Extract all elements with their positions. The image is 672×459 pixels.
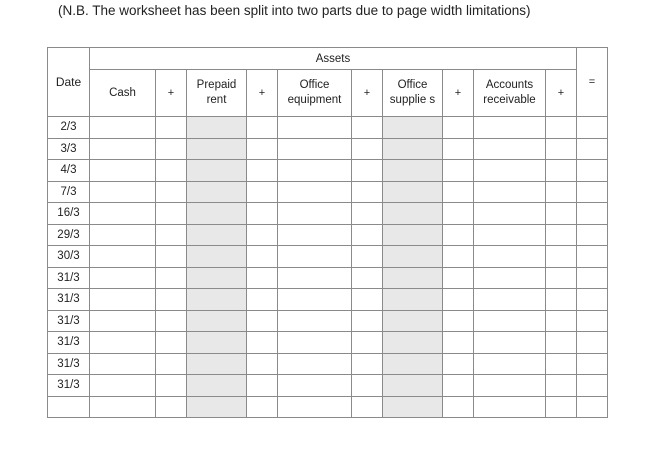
- table-row: [48, 310, 608, 332]
- cash-cell[interactable]: [90, 353, 156, 375]
- plus-cell[interactable]: [247, 203, 278, 225]
- equals-cell[interactable]: [577, 181, 608, 203]
- plus-cell[interactable]: [352, 224, 383, 246]
- date-cell: 31/3: [48, 375, 90, 397]
- plus-cell[interactable]: [247, 117, 278, 139]
- office-equipment-cell[interactable]: [278, 396, 352, 418]
- date-cell: [48, 396, 90, 418]
- plus-cell[interactable]: [156, 375, 187, 397]
- equals-cell[interactable]: [577, 138, 608, 160]
- office-equipment-cell[interactable]: [278, 203, 352, 225]
- plus-cell[interactable]: [546, 375, 577, 397]
- plus-cell[interactable]: [247, 138, 278, 160]
- office-supplies-cell[interactable]: [383, 375, 443, 397]
- accounts-receivable-cell[interactable]: [474, 181, 546, 203]
- plus-cell[interactable]: [546, 289, 577, 311]
- plus-cell[interactable]: [156, 160, 187, 182]
- prepaid-rent-cell[interactable]: [187, 353, 247, 375]
- plus-cell[interactable]: [546, 332, 577, 354]
- cash-column-header: Cash: [90, 70, 156, 117]
- plus-cell[interactable]: [247, 160, 278, 182]
- plus-cell[interactable]: [247, 332, 278, 354]
- date-cell: 2/3: [48, 117, 90, 139]
- accounts-receivable-column-header: Accounts receivable: [474, 70, 546, 117]
- plus-cell[interactable]: [352, 375, 383, 397]
- cash-cell[interactable]: [90, 246, 156, 268]
- plus-cell[interactable]: [247, 246, 278, 268]
- accounts-receivable-cell[interactable]: [474, 396, 546, 418]
- prepaid-rent-cell[interactable]: [187, 224, 247, 246]
- cash-cell[interactable]: [90, 224, 156, 246]
- plus-cell[interactable]: [352, 117, 383, 139]
- plus-cell[interactable]: [156, 246, 187, 268]
- accounts-receivable-cell[interactable]: [474, 117, 546, 139]
- plus-cell[interactable]: [546, 203, 577, 225]
- accounts-receivable-cell[interactable]: [474, 224, 546, 246]
- worksheet-body: [48, 117, 608, 418]
- accounts-receivable-cell[interactable]: [474, 332, 546, 354]
- prepaid-rent-cell[interactable]: [187, 246, 247, 268]
- assets-group-header: Assets: [90, 48, 577, 70]
- date-cell: 7/3: [48, 181, 90, 203]
- plus-cell[interactable]: [247, 289, 278, 311]
- equals-cell[interactable]: [577, 353, 608, 375]
- accounts-receivable-cell[interactable]: [474, 310, 546, 332]
- equals-cell[interactable]: [577, 289, 608, 311]
- plus-cell[interactable]: [546, 181, 577, 203]
- cash-cell[interactable]: [90, 203, 156, 225]
- equals-cell[interactable]: [577, 396, 608, 418]
- prepaid-rent-cell[interactable]: [187, 375, 247, 397]
- office-supplies-cell[interactable]: [383, 117, 443, 139]
- plus-cell[interactable]: [443, 117, 474, 139]
- plus-cell[interactable]: [443, 310, 474, 332]
- date-column-header: Date: [48, 48, 90, 117]
- equals-cell[interactable]: [577, 310, 608, 332]
- prepaid-rent-cell[interactable]: [187, 332, 247, 354]
- table-row: [48, 224, 608, 246]
- date-cell: 31/3: [48, 267, 90, 289]
- plus-sign: +: [247, 70, 278, 117]
- plus-cell[interactable]: [443, 138, 474, 160]
- date-cell: 31/3: [48, 289, 90, 311]
- plus-cell[interactable]: [546, 396, 577, 418]
- plus-sign: +: [352, 70, 383, 117]
- plus-cell[interactable]: [156, 138, 187, 160]
- prepaid-rent-cell[interactable]: [187, 203, 247, 225]
- plus-cell[interactable]: [156, 310, 187, 332]
- plus-cell[interactable]: [443, 353, 474, 375]
- plus-cell[interactable]: [443, 203, 474, 225]
- plus-sign: +: [546, 70, 577, 117]
- plus-cell[interactable]: [156, 117, 187, 139]
- plus-cell[interactable]: [247, 353, 278, 375]
- prepaid-rent-column-header: Prepaid rent: [187, 70, 247, 117]
- date-cell: 4/3: [48, 160, 90, 182]
- office-equipment-cell[interactable]: [278, 138, 352, 160]
- plus-cell[interactable]: [443, 246, 474, 268]
- plus-cell[interactable]: [247, 375, 278, 397]
- plus-cell[interactable]: [443, 160, 474, 182]
- equals-cell[interactable]: [577, 203, 608, 225]
- date-cell: 29/3: [48, 224, 90, 246]
- plus-cell[interactable]: [352, 289, 383, 311]
- cash-cell[interactable]: [90, 267, 156, 289]
- plus-cell[interactable]: [352, 160, 383, 182]
- plus-cell[interactable]: [546, 138, 577, 160]
- cash-cell[interactable]: [90, 138, 156, 160]
- plus-cell[interactable]: [352, 246, 383, 268]
- office-equipment-cell[interactable]: [278, 181, 352, 203]
- office-supplies-cell[interactable]: [383, 353, 443, 375]
- plus-cell[interactable]: [443, 267, 474, 289]
- accounts-receivable-cell[interactable]: [474, 375, 546, 397]
- table-row: [48, 375, 608, 397]
- equals-cell[interactable]: [577, 375, 608, 397]
- plus-cell[interactable]: [247, 267, 278, 289]
- plus-cell[interactable]: [546, 246, 577, 268]
- cash-cell[interactable]: [90, 332, 156, 354]
- equals-cell[interactable]: [577, 267, 608, 289]
- cash-cell[interactable]: [90, 396, 156, 418]
- plus-cell[interactable]: [156, 396, 187, 418]
- cash-cell[interactable]: [90, 160, 156, 182]
- office-supplies-cell[interactable]: [383, 224, 443, 246]
- plus-cell[interactable]: [352, 332, 383, 354]
- cash-cell[interactable]: [90, 289, 156, 311]
- table-row: [48, 246, 608, 268]
- date-cell: 3/3: [48, 138, 90, 160]
- office-equipment-column-header: Office equipment: [278, 70, 352, 117]
- cash-cell[interactable]: [90, 181, 156, 203]
- table-row: [48, 396, 608, 418]
- office-supplies-cell[interactable]: [383, 396, 443, 418]
- office-equipment-cell[interactable]: [278, 332, 352, 354]
- office-supplies-column-header: Office supplie s: [383, 70, 443, 117]
- accounts-receivable-cell[interactable]: [474, 289, 546, 311]
- plus-cell[interactable]: [443, 332, 474, 354]
- table-row: [48, 267, 608, 289]
- office-supplies-cell[interactable]: [383, 332, 443, 354]
- plus-cell[interactable]: [546, 160, 577, 182]
- accounts-receivable-cell[interactable]: [474, 138, 546, 160]
- plus-cell[interactable]: [352, 396, 383, 418]
- equals-cell[interactable]: [577, 332, 608, 354]
- accounts-receivable-cell[interactable]: [474, 267, 546, 289]
- office-equipment-cell[interactable]: [278, 310, 352, 332]
- plus-cell[interactable]: [156, 224, 187, 246]
- cash-cell[interactable]: [90, 117, 156, 139]
- table-row: [48, 332, 608, 354]
- plus-cell[interactable]: [247, 396, 278, 418]
- date-cell: 30/3: [48, 246, 90, 268]
- plus-cell[interactable]: [156, 289, 187, 311]
- plus-cell[interactable]: [156, 353, 187, 375]
- equals-cell[interactable]: [577, 246, 608, 268]
- plus-cell[interactable]: [352, 310, 383, 332]
- table-row: [48, 160, 608, 182]
- prepaid-rent-cell[interactable]: [187, 160, 247, 182]
- plus-cell[interactable]: [352, 203, 383, 225]
- table-row: [48, 138, 608, 160]
- plus-cell[interactable]: [546, 224, 577, 246]
- plus-cell[interactable]: [156, 181, 187, 203]
- accounts-receivable-cell[interactable]: [474, 353, 546, 375]
- plus-cell[interactable]: [247, 181, 278, 203]
- table-row: [48, 181, 608, 203]
- plus-cell[interactable]: [156, 267, 187, 289]
- office-supplies-cell[interactable]: [383, 138, 443, 160]
- prepaid-rent-cell[interactable]: [187, 267, 247, 289]
- office-equipment-cell[interactable]: [278, 267, 352, 289]
- office-equipment-cell[interactable]: [278, 160, 352, 182]
- office-supplies-cell[interactable]: [383, 181, 443, 203]
- cash-cell[interactable]: [90, 310, 156, 332]
- office-supplies-cell[interactable]: [383, 310, 443, 332]
- office-equipment-cell[interactable]: [278, 375, 352, 397]
- plus-cell[interactable]: [443, 375, 474, 397]
- plus-sign: +: [443, 70, 474, 117]
- plus-cell[interactable]: [443, 181, 474, 203]
- office-equipment-cell[interactable]: [278, 353, 352, 375]
- plus-cell[interactable]: [546, 267, 577, 289]
- prepaid-rent-cell[interactable]: [187, 396, 247, 418]
- plus-cell[interactable]: [443, 224, 474, 246]
- office-equipment-cell[interactable]: [278, 246, 352, 268]
- prepaid-rent-cell[interactable]: [187, 310, 247, 332]
- office-equipment-cell[interactable]: [278, 224, 352, 246]
- date-cell: 16/3: [48, 203, 90, 225]
- office-supplies-cell[interactable]: [383, 267, 443, 289]
- plus-cell[interactable]: [352, 353, 383, 375]
- plus-cell[interactable]: [352, 138, 383, 160]
- plus-cell[interactable]: [247, 224, 278, 246]
- office-supplies-cell[interactable]: [383, 246, 443, 268]
- table-row: [48, 203, 608, 225]
- table-row: [48, 289, 608, 311]
- accounts-receivable-cell[interactable]: [474, 203, 546, 225]
- date-cell: 31/3: [48, 353, 90, 375]
- plus-cell[interactable]: [156, 203, 187, 225]
- office-supplies-cell[interactable]: [383, 203, 443, 225]
- accounts-receivable-cell[interactable]: [474, 246, 546, 268]
- plus-cell[interactable]: [247, 310, 278, 332]
- prepaid-rent-cell[interactable]: [187, 181, 247, 203]
- plus-cell[interactable]: [156, 332, 187, 354]
- plus-cell[interactable]: [443, 289, 474, 311]
- equals-cell[interactable]: [577, 160, 608, 182]
- plus-cell[interactable]: [546, 117, 577, 139]
- office-supplies-cell[interactable]: [383, 160, 443, 182]
- office-equipment-cell[interactable]: [278, 117, 352, 139]
- table-row: [48, 353, 608, 375]
- plus-cell[interactable]: [352, 267, 383, 289]
- plus-cell[interactable]: [352, 181, 383, 203]
- table-row: [48, 117, 608, 139]
- prepaid-rent-cell[interactable]: [187, 117, 247, 139]
- office-supplies-cell[interactable]: [383, 289, 443, 311]
- accounts-receivable-cell[interactable]: [474, 160, 546, 182]
- equals-column-header: =: [577, 48, 608, 117]
- date-cell: 31/3: [48, 310, 90, 332]
- accounting-worksheet: [47, 47, 608, 418]
- prepaid-rent-cell[interactable]: [187, 138, 247, 160]
- worksheet-note: (N.B. The worksheet has been split into two parts due to page width limitations): [58, 3, 531, 18]
- date-cell: 31/3: [48, 332, 90, 354]
- plus-cell[interactable]: [546, 353, 577, 375]
- prepaid-rent-cell[interactable]: [187, 289, 247, 311]
- equals-cell[interactable]: [577, 224, 608, 246]
- cash-cell[interactable]: [90, 375, 156, 397]
- equals-cell[interactable]: [577, 117, 608, 139]
- plus-sign: +: [156, 70, 187, 117]
- plus-cell[interactable]: [443, 396, 474, 418]
- office-equipment-cell[interactable]: [278, 289, 352, 311]
- plus-cell[interactable]: [546, 310, 577, 332]
